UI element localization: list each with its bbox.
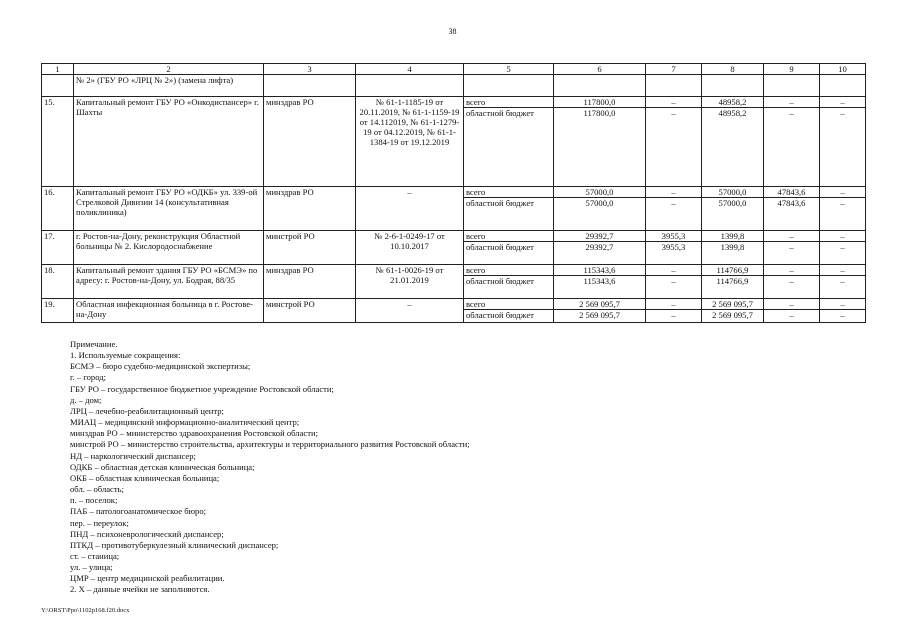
table-row bbox=[42, 299, 866, 310]
table-row bbox=[42, 265, 866, 276]
customer: минздрав РО bbox=[264, 187, 356, 231]
page-number: 38 bbox=[448, 27, 457, 36]
note-line: ОДКБ – областная детская клиническая больница; bbox=[70, 461, 255, 472]
customer: минздрав РО bbox=[264, 97, 356, 187]
value-cell: – bbox=[646, 97, 702, 108]
value-cell: – bbox=[646, 310, 702, 323]
note-line: ул. – улица; bbox=[70, 562, 113, 573]
value-cell: 48958,2 bbox=[702, 97, 764, 108]
note-line: ОКБ – областная клиническая больница; bbox=[70, 472, 220, 483]
funding-source: областной бюджет bbox=[464, 198, 554, 231]
value-cell: – bbox=[646, 198, 702, 231]
value-cell: 29392,7 bbox=[554, 242, 646, 265]
value-cell: – bbox=[646, 187, 702, 198]
value-cell: 3955,3 bbox=[646, 231, 702, 242]
funding-source: всего bbox=[464, 299, 554, 310]
funding-source: всего bbox=[464, 231, 554, 242]
funding-source: областной бюджет bbox=[464, 310, 554, 323]
row-number: 16. bbox=[42, 187, 74, 231]
financing-table bbox=[41, 63, 866, 323]
customer: минстрой РО bbox=[264, 299, 356, 323]
row-number: 15. bbox=[42, 97, 74, 187]
document-ref: № 61-1-0026-19 от 21.01.2019 bbox=[356, 265, 464, 299]
value-cell: – bbox=[820, 108, 866, 187]
value-cell: – bbox=[646, 299, 702, 310]
value-cell: 57000,0 bbox=[702, 187, 764, 198]
value-cell: 1399,8 bbox=[702, 242, 764, 265]
value-cell: – bbox=[764, 108, 820, 187]
row-number: 18. bbox=[42, 265, 74, 299]
value-cell: 3955,3 bbox=[646, 242, 702, 265]
col-header: 8 bbox=[702, 64, 764, 75]
note-line: минстрой РО – министерство строительства, архитектуры и территориального развития Ростовской области; bbox=[70, 439, 470, 450]
document-ref: № 61-1-1185-19 от 20.11.2019, № 61-1-1159-19 от 14.112019, № 61-1-1279-19 от 04.12.2019, № 61-1-1384-19 от 19.12.2019 bbox=[356, 97, 464, 187]
table-row bbox=[42, 97, 866, 108]
value-cell: 117800,0 bbox=[554, 97, 646, 108]
value-cell: 114766,9 bbox=[702, 276, 764, 299]
col-header: 9 bbox=[764, 64, 820, 75]
row-number: 19. bbox=[42, 299, 74, 323]
col-header: 10 bbox=[820, 64, 866, 75]
value-cell: 115343,6 bbox=[554, 276, 646, 299]
value-cell: – bbox=[764, 276, 820, 299]
document-ref: – bbox=[356, 299, 464, 323]
value-cell: 1399,8 bbox=[702, 231, 764, 242]
note-line: БСМЭ – бюро судебно-медицинской экспертизы; bbox=[70, 361, 251, 372]
col-header: 2 bbox=[74, 64, 264, 75]
value-cell: – bbox=[820, 187, 866, 198]
value-cell: 57000,0 bbox=[554, 187, 646, 198]
value-cell: – bbox=[764, 265, 820, 276]
value-cell: 47843,6 bbox=[764, 187, 820, 198]
object-name: г. Ростов-на-Дону, реконструкция Областной больницы № 2. Кислородоснабжение bbox=[74, 231, 264, 265]
note-line: г. – город; bbox=[70, 372, 107, 383]
value-cell: – bbox=[764, 231, 820, 242]
customer: минздрав РО bbox=[264, 265, 356, 299]
object-cell: № 2» (ГБУ РО «ЛРЦ № 2») (замена лифта) bbox=[74, 75, 264, 97]
value-cell: 114766,9 bbox=[702, 265, 764, 276]
value-cell: 57000,0 bbox=[554, 198, 646, 231]
funding-source: всего bbox=[464, 265, 554, 276]
note-line: пер. – переулок; bbox=[70, 517, 129, 528]
note-line: 2. Х – данные ячейки не заполняются. bbox=[70, 584, 210, 595]
note-line: д. – дом; bbox=[70, 394, 102, 405]
value-cell: – bbox=[820, 299, 866, 310]
funding-source: областной бюджет bbox=[464, 242, 554, 265]
value-cell: 57000,0 bbox=[702, 198, 764, 231]
note-line: минздрав РО – министерство здравоохранения Ростовской области; bbox=[70, 428, 318, 439]
value-cell: – bbox=[764, 310, 820, 323]
value-cell: – bbox=[764, 299, 820, 310]
note-line: НД – наркологический диспансер; bbox=[70, 450, 196, 461]
col-header: 5 bbox=[464, 64, 554, 75]
value-cell: 115343,6 bbox=[554, 265, 646, 276]
notes-title: Примечание. bbox=[70, 339, 118, 349]
value-cell: – bbox=[820, 97, 866, 108]
note-line: ПНД – психоневрологический диспансер; bbox=[70, 528, 224, 539]
note-line: ПТКД – противотуберкулезный клинический диспансер; bbox=[70, 539, 279, 550]
document-ref: № 2-6-1-0249-17 от 10.10.2017 bbox=[356, 231, 464, 265]
value-cell: 2 569 095,7 bbox=[554, 299, 646, 310]
notes bbox=[70, 339, 470, 596]
value-cell: – bbox=[820, 242, 866, 265]
value-cell: 117800,0 bbox=[554, 108, 646, 187]
value-cell: – bbox=[764, 97, 820, 108]
note-line: ПАБ – патологоанатомическое бюро; bbox=[70, 506, 207, 517]
value-cell: – bbox=[820, 231, 866, 242]
value-cell: – bbox=[820, 198, 866, 231]
col-header: 3 bbox=[264, 64, 356, 75]
continuation-row bbox=[42, 75, 866, 97]
note-line: ЦМР – центр медицинской реабилитации. bbox=[70, 573, 225, 584]
header-row bbox=[42, 64, 866, 75]
value-cell: 47843,6 bbox=[764, 198, 820, 231]
value-cell: 29392,7 bbox=[554, 231, 646, 242]
col-header: 4 bbox=[356, 64, 464, 75]
funding-source: всего bbox=[464, 187, 554, 198]
col-header: 6 bbox=[554, 64, 646, 75]
file-path-footer: Y:\ORST\Ppo\1102p168.f20.docx bbox=[41, 607, 130, 614]
value-cell: 2 569 095,7 bbox=[702, 310, 764, 323]
notes-lines bbox=[70, 350, 470, 595]
value-cell: – bbox=[820, 310, 866, 323]
value-cell: 2 569 095,7 bbox=[554, 310, 646, 323]
value-cell: – bbox=[820, 265, 866, 276]
object-name: Капитальный ремонт ГБУ РО «ОДКБ» ул. 339-ой Стрелковой Дивизии 14 (консультативная поликлиника) bbox=[74, 187, 264, 231]
note-line: 1. Используемые сокращения: bbox=[70, 350, 181, 361]
note-line: ЛРЦ – лечебно-реабилитационный центр; bbox=[70, 405, 224, 416]
note-line: обл. – область; bbox=[70, 484, 124, 495]
funding-source: областной бюджет bbox=[464, 108, 554, 187]
col-header: 7 bbox=[646, 64, 702, 75]
table-row bbox=[42, 231, 866, 242]
value-cell: – bbox=[646, 108, 702, 187]
row-number: 17. bbox=[42, 231, 74, 265]
value-cell: 48958,2 bbox=[702, 108, 764, 187]
object-name: Капитальный ремонт здания ГБУ РО «БСМЭ» по адресу: г. Ростов-на-Дону, ул. Бодрая, 88/35 bbox=[74, 265, 264, 299]
note-line: МИАЦ – медицинский информационно-аналитический центр; bbox=[70, 417, 300, 428]
value-cell: – bbox=[646, 276, 702, 299]
note-line: ГБУ РО – государственное бюджетное учреждение Ростовской области; bbox=[70, 383, 334, 394]
col-header: 1 bbox=[42, 64, 74, 75]
document-ref: – bbox=[356, 187, 464, 231]
note-line: п. – поселок; bbox=[70, 495, 118, 506]
value-cell: 2 569 095,7 bbox=[702, 299, 764, 310]
customer: минстрой РО bbox=[264, 231, 356, 265]
table-row bbox=[42, 187, 866, 198]
value-cell: – bbox=[764, 242, 820, 265]
funding-source: областной бюджет bbox=[464, 276, 554, 299]
object-name: Капитальный ремонт ГБУ РО «Онкодиспансер» г. Шахты bbox=[74, 97, 264, 187]
value-cell: – bbox=[820, 276, 866, 299]
object-name: Областная инфекционная больница в г. Ростове-на-Дону bbox=[74, 299, 264, 323]
funding-source: всего bbox=[464, 97, 554, 108]
note-line: ст. – станица; bbox=[70, 550, 120, 561]
value-cell: – bbox=[646, 265, 702, 276]
